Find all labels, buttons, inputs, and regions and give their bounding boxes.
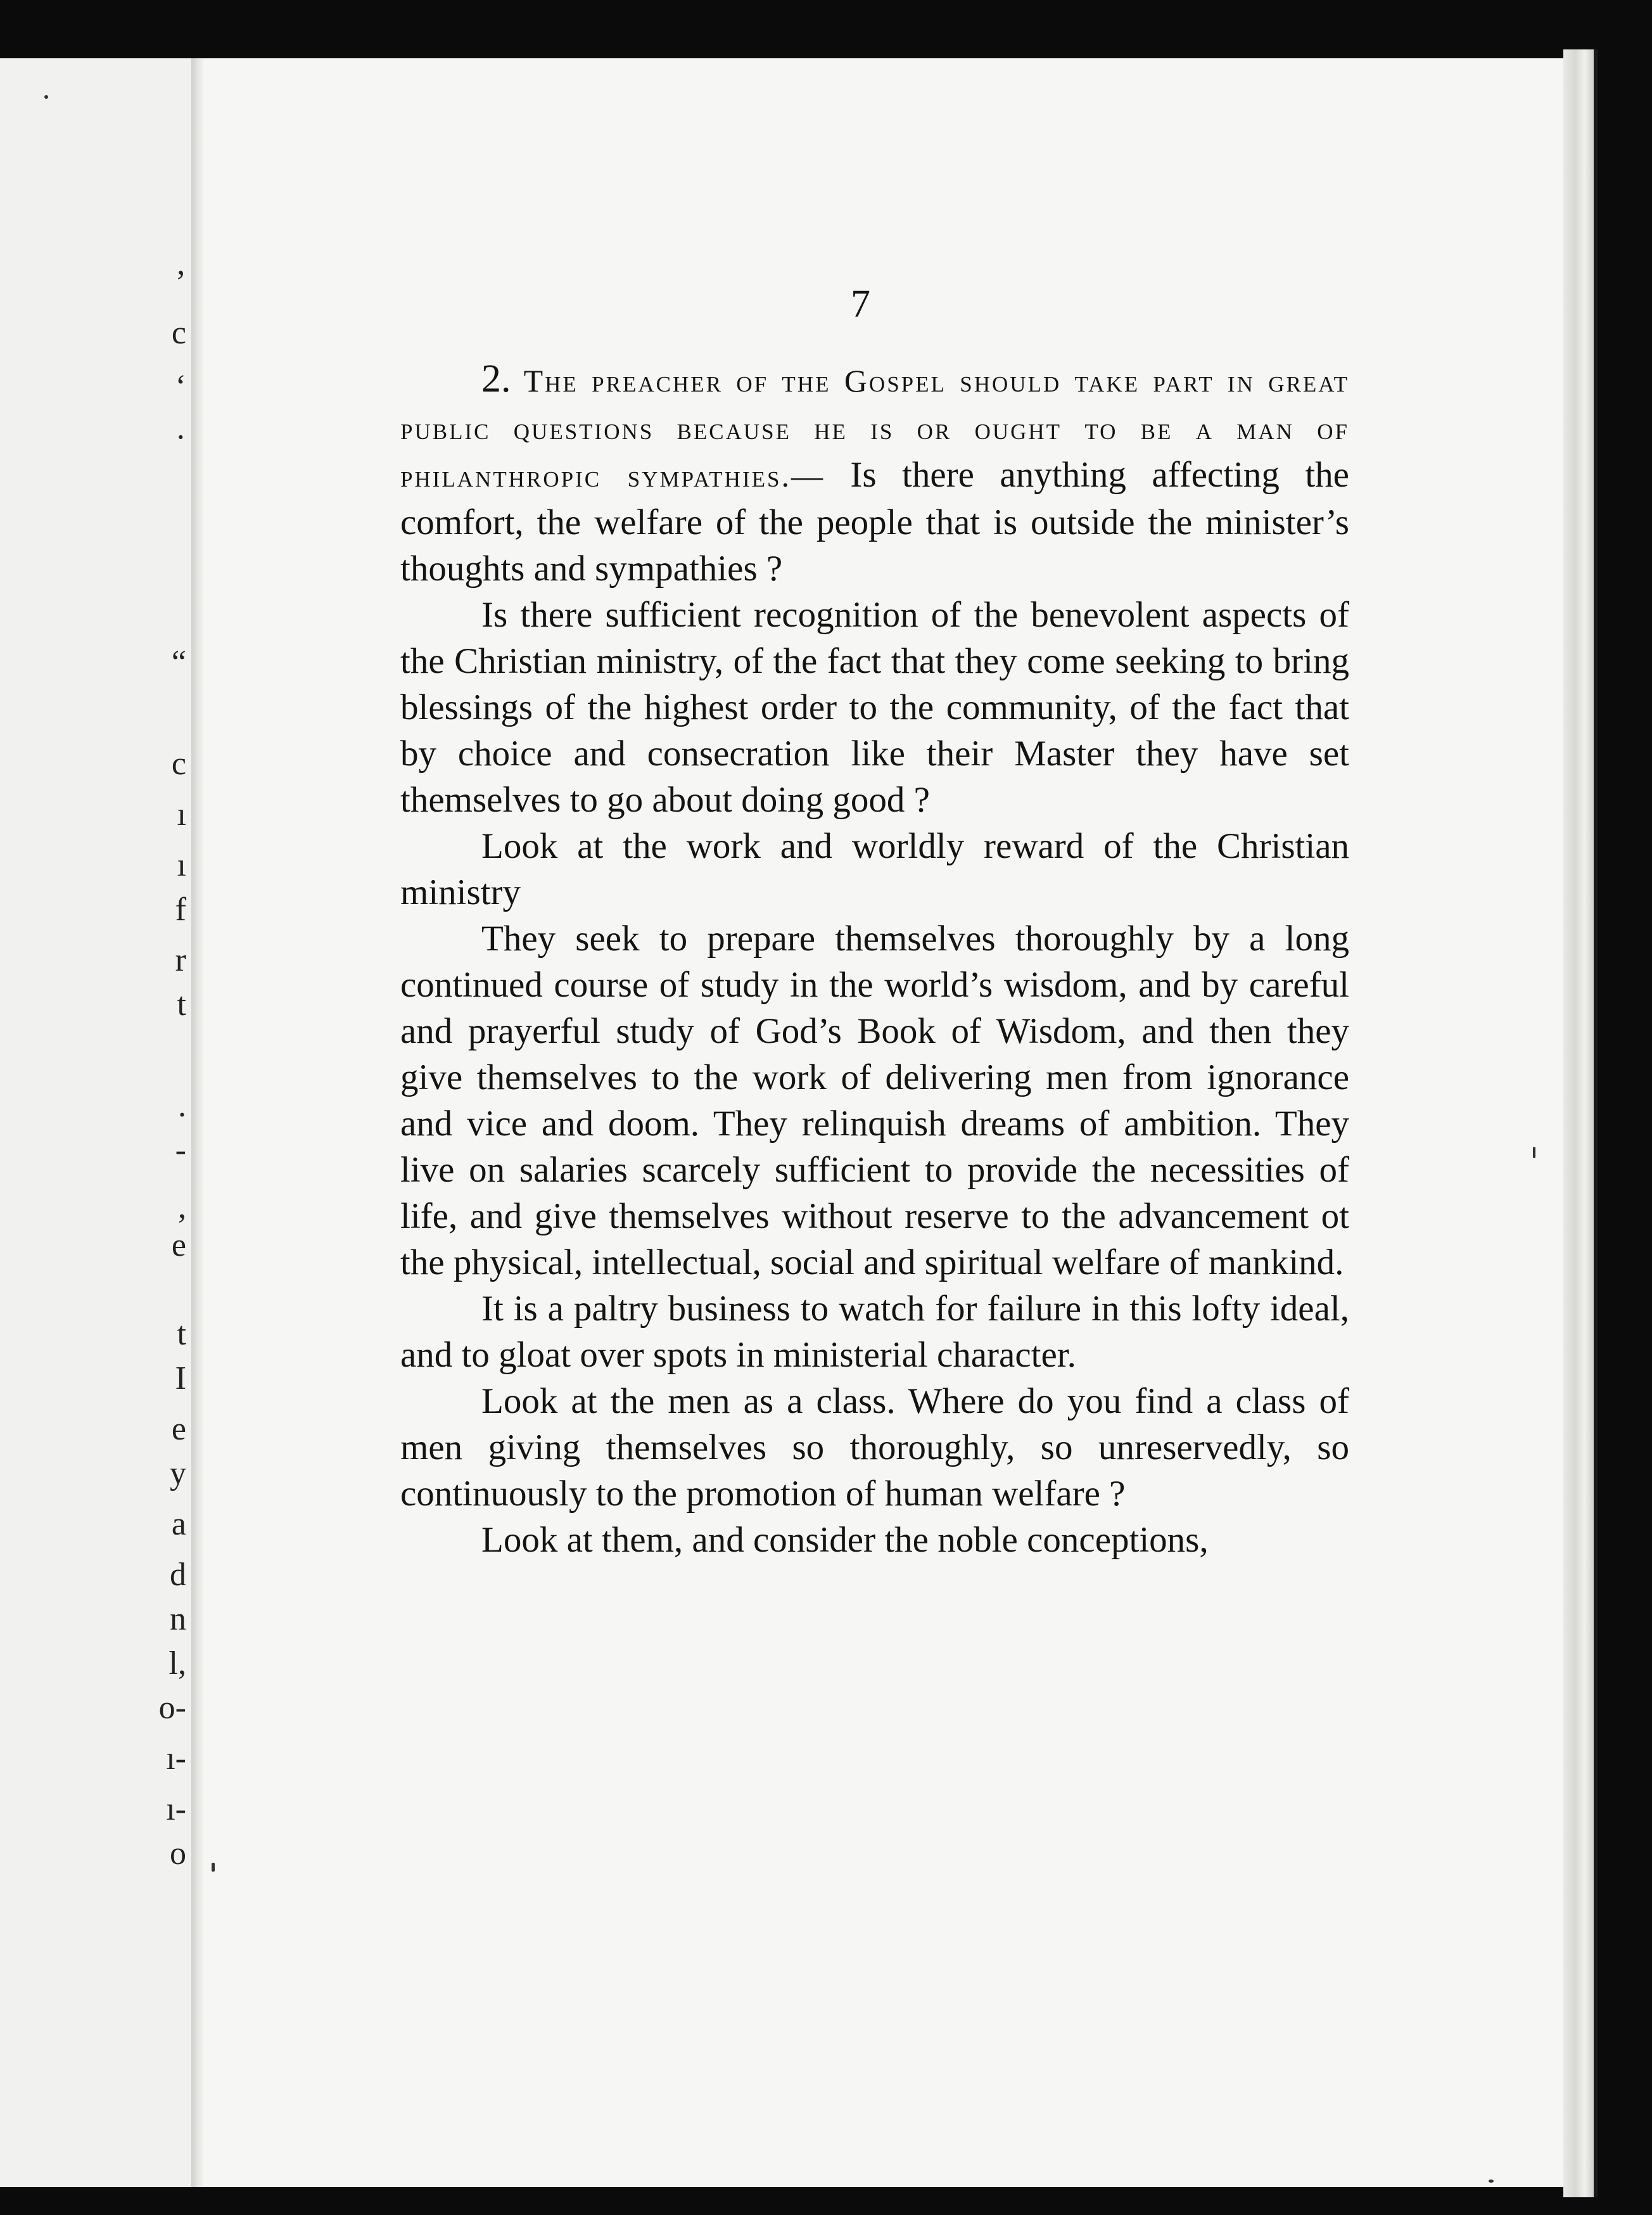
facing-page-glyph: t (177, 1316, 186, 1352)
page-edge (1563, 49, 1598, 2197)
section-number: 2. (481, 357, 511, 400)
book-gutter (191, 58, 204, 2187)
body-paragraph: Look at them, and consider the noble conceptions, (481, 1520, 1209, 1560)
facing-page-glyph: e (171, 1227, 186, 1263)
page-number: 7 (851, 283, 870, 326)
scan-speck (1489, 2180, 1494, 2183)
body-paragraph: It is a paltry business to watch for failure in this lofty ideal, and to gloat over spots in ministerial character. (400, 1289, 1349, 1375)
body-paragraph: Look at the men as a class. Where do you find a class of men giving themselves so thoroughly, so unreservedly, so continuously to the promotion of human welfare ? (400, 1381, 1349, 1514)
scan-speck (44, 95, 48, 99)
facing-page-glyph: . (178, 1088, 186, 1124)
facing-page-glyph: r (175, 942, 186, 978)
facing-page-glyph: ı- (166, 1740, 186, 1777)
facing-page-glyph: n (170, 1601, 186, 1637)
facing-page-glyph: · (175, 419, 186, 456)
facing-page-glyph: d (170, 1557, 186, 1593)
scan-speck (212, 1863, 215, 1872)
facing-page-glyph: “ (171, 644, 186, 680)
facing-page-line-endings (148, 58, 186, 2187)
facing-page-glyph: f (175, 891, 186, 928)
facing-page-glyph: t (177, 986, 186, 1023)
facing-page-glyph: e (171, 1411, 186, 1447)
body-paragraph: Is there sufficient recognition of the benevolent aspects of the Christian ministry, of the fact that they come seeking to bring blessings of the highest order to the community, of the fact that by choice and consecration like their Master they have set themselves to go about doing good ? (400, 595, 1349, 820)
facing-page-glyph: I (175, 1360, 186, 1396)
facing-page-fragment (0, 58, 191, 2187)
scan-speck (1533, 1147, 1535, 1158)
section-heading: The preacher of the Gospel should take part in great public questions because he is or ought to be a man of philanthropic sympathies.— (400, 363, 1349, 494)
body-paragraph: They seek to prepare themselves thoroughly by a long continued course of study in the world’s wisdom, and by careful and prayerful study of God’s Book of Wisdom, and then they give themselves to the work of delivering men from ignorance and vice and doom. They relinquish dreams of ambition. They live on salaries scarcely sufficient to provide the necessities of life, and give themselves without reserve to the advancement ot the physical, intellectual, social and spiritual welfare of mankind. (400, 919, 1349, 1282)
body-paragraph: Look at the work and worldly reward of the Christian ministry (400, 826, 1349, 912)
facing-page-glyph: c (171, 746, 186, 782)
facing-page-glyph: ı (177, 796, 186, 833)
facing-page-glyph: ’ (175, 264, 186, 300)
facing-page-glyph: y (170, 1455, 186, 1491)
facing-page-glyph: ‘ (175, 369, 186, 405)
section-heading-paragraph (400, 356, 1349, 592)
section-opening-text: Is there anything affecting the comfort, the welfare of the people that is outside the minister’s thoughts and sympathies ? (400, 455, 1349, 589)
facing-page-glyph: o- (158, 1690, 186, 1726)
facing-page-glyph: l, (168, 1645, 186, 1682)
page-body (400, 356, 1349, 1563)
facing-page-glyph: ı- (166, 1791, 186, 1827)
facing-page-glyph: ı (177, 847, 186, 883)
facing-page-glyph: a (171, 1506, 186, 1542)
facing-page-glyph: , (178, 1189, 186, 1225)
facing-page-glyph: c (171, 315, 186, 351)
facing-page-glyph: o (170, 1835, 186, 1872)
facing-page-glyph: - (175, 1132, 186, 1168)
